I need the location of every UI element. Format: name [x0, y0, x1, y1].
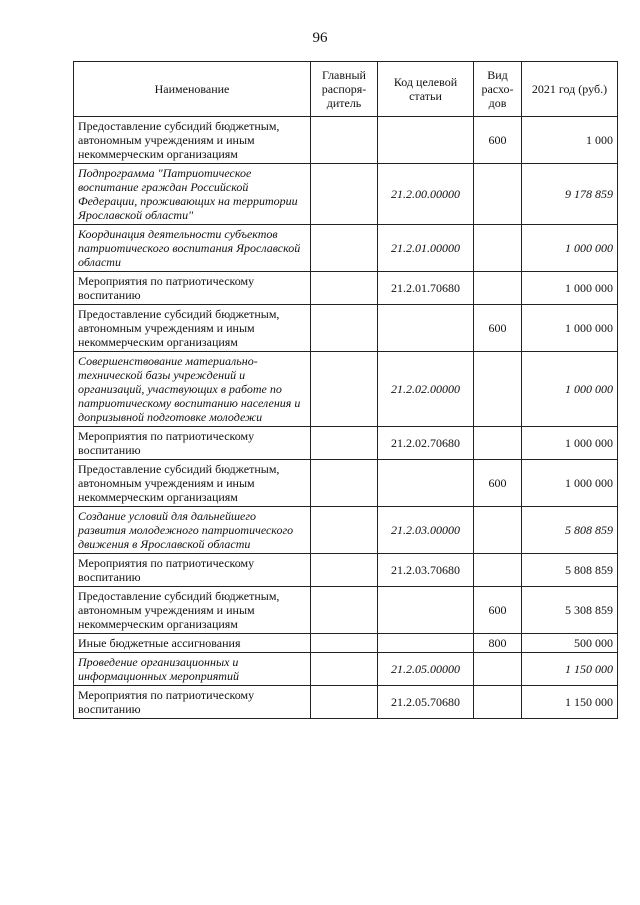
- cell-admin: [311, 427, 378, 460]
- cell-kind: 600: [474, 587, 522, 634]
- cell-code: 21.2.05.00000: [378, 653, 474, 686]
- table-row: [74, 507, 618, 554]
- cell-admin: [311, 460, 378, 507]
- cell-amount: 1 150 000: [522, 653, 618, 686]
- cell-kind: [474, 507, 522, 554]
- header-admin: Главный распоря-дитель: [311, 62, 378, 117]
- cell-admin: [311, 117, 378, 164]
- table-row: [74, 272, 618, 305]
- cell-kind: 600: [474, 305, 522, 352]
- cell-admin: [311, 305, 378, 352]
- cell-code: 21.2.05.70680: [378, 686, 474, 719]
- page-number: 96: [312, 30, 328, 46]
- table-row: [74, 305, 618, 352]
- cell-name: Мероприятия по патриотическому воспитанию: [74, 554, 311, 587]
- cell-code: [378, 305, 474, 352]
- table-row: [74, 554, 618, 587]
- header-amount: 2021 год (руб.): [522, 62, 618, 117]
- cell-amount: 5 308 859: [522, 587, 618, 634]
- cell-code: [378, 587, 474, 634]
- table-body: [74, 117, 618, 719]
- cell-code: [378, 634, 474, 653]
- cell-code: 21.2.01.70680: [378, 272, 474, 305]
- cell-name: Координация деятельности субъектов патриотического воспитания Ярославской области: [74, 225, 311, 272]
- header-kind: Вид расхо-дов: [474, 62, 522, 117]
- cell-admin: [311, 272, 378, 305]
- cell-kind: [474, 686, 522, 719]
- table-row: [74, 164, 618, 225]
- budget-table: [73, 61, 618, 719]
- table-row: [74, 352, 618, 427]
- cell-code: 21.2.02.00000: [378, 352, 474, 427]
- cell-amount: 1 000 000: [522, 305, 618, 352]
- cell-kind: [474, 554, 522, 587]
- cell-amount: 9 178 859: [522, 164, 618, 225]
- cell-admin: [311, 587, 378, 634]
- cell-kind: [474, 272, 522, 305]
- cell-kind: [474, 352, 522, 427]
- cell-code: 21.2.01.00000: [378, 225, 474, 272]
- cell-amount: 1 000 000: [522, 427, 618, 460]
- table-row: [74, 460, 618, 507]
- cell-amount: 5 808 859: [522, 554, 618, 587]
- cell-code: 21.2.02.70680: [378, 427, 474, 460]
- cell-kind: [474, 653, 522, 686]
- table-row: [74, 587, 618, 634]
- cell-amount: 1 000 000: [522, 225, 618, 272]
- cell-name: Предоставление субсидий бюджетным, автономным учреждениям и иным некоммерческим организациям: [74, 117, 311, 164]
- table-row: [74, 225, 618, 272]
- cell-admin: [311, 686, 378, 719]
- table-row: [74, 427, 618, 460]
- cell-code: 21.2.00.00000: [378, 164, 474, 225]
- cell-name: Предоставление субсидий бюджетным, автономным учреждениям и иным некоммерческим организациям: [74, 305, 311, 352]
- cell-name: Подпрограмма "Патриотическое воспитание граждан Российской Федерации, проживающих на территории Ярославской области": [74, 164, 311, 225]
- cell-kind: [474, 164, 522, 225]
- cell-admin: [311, 554, 378, 587]
- cell-admin: [311, 634, 378, 653]
- cell-name: Проведение организационных и информационных мероприятий: [74, 653, 311, 686]
- cell-name: Создание условий для дальнейшего развития молодежного патриотического движения в Ярославской области: [74, 507, 311, 554]
- table-row: [74, 686, 618, 719]
- header-code: Код целевой статьи: [378, 62, 474, 117]
- cell-name: Мероприятия по патриотическому воспитанию: [74, 686, 311, 719]
- cell-kind: [474, 225, 522, 272]
- cell-amount: 500 000: [522, 634, 618, 653]
- cell-admin: [311, 653, 378, 686]
- table-row: [74, 117, 618, 164]
- cell-name: Предоставление субсидий бюджетным, автономным учреждениям и иным некоммерческим организациям: [74, 587, 311, 634]
- cell-admin: [311, 507, 378, 554]
- cell-kind: [474, 427, 522, 460]
- cell-name: Иные бюджетные ассигнования: [74, 634, 311, 653]
- cell-kind: 800: [474, 634, 522, 653]
- cell-amount: 5 808 859: [522, 507, 618, 554]
- cell-code: 21.2.03.00000: [378, 507, 474, 554]
- cell-amount: 1 000 000: [522, 460, 618, 507]
- cell-admin: [311, 225, 378, 272]
- cell-amount: 1 000 000: [522, 352, 618, 427]
- cell-name: Предоставление субсидий бюджетным, автономным учреждениям и иным некоммерческим организациям: [74, 460, 311, 507]
- table-row: [74, 653, 618, 686]
- header-name: Наименование: [74, 62, 311, 117]
- cell-code: [378, 460, 474, 507]
- cell-name: Мероприятия по патриотическому воспитанию: [74, 272, 311, 305]
- cell-amount: 1 000 000: [522, 272, 618, 305]
- table-header-row: [74, 62, 618, 117]
- cell-code: 21.2.03.70680: [378, 554, 474, 587]
- table-row: [74, 634, 618, 653]
- cell-amount: 1 000: [522, 117, 618, 164]
- cell-admin: [311, 164, 378, 225]
- cell-amount: 1 150 000: [522, 686, 618, 719]
- cell-name: Мероприятия по патриотическому воспитанию: [74, 427, 311, 460]
- cell-kind: 600: [474, 117, 522, 164]
- cell-kind: 600: [474, 460, 522, 507]
- cell-name: Совершенствование материально-технической базы учреждений и организаций, участвующих в работе по патриотическому воспитанию населения и допризывной подготовке молодежи: [74, 352, 311, 427]
- cell-admin: [311, 352, 378, 427]
- cell-code: [378, 117, 474, 164]
